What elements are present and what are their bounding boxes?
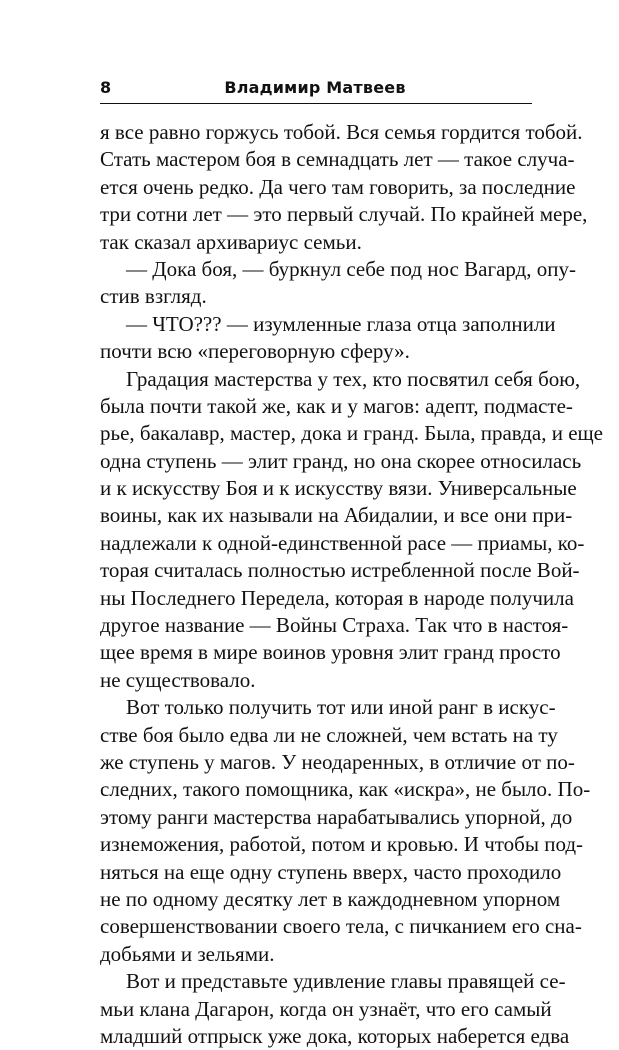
body-text — [100, 119, 604, 1050]
text-line: совершенствовании своего тела, с пичканием его сна- — [100, 914, 582, 939]
text-line: надлежали к одной-единственной расе — приамы, ко- — [100, 530, 585, 555]
text-line: следних, такого помощника, как «искра», не было. По- — [100, 777, 591, 802]
text-line: одна ступень — элит гранд, но она скорее относилась — [100, 448, 582, 473]
page-number: 8 — [100, 78, 112, 97]
page-header — [100, 76, 530, 102]
text-line: изнеможения, работой, потом и кровью. И чтобы под- — [100, 832, 584, 857]
text-line: Вот и представьте удивление главы правящей се- — [126, 969, 566, 994]
text-line: стве боя было едва ли не сложней, чем встать на ту — [100, 722, 558, 747]
text-line: Вот только получить тот или иной ранг в искус- — [126, 695, 556, 720]
text-line: няться на еще одну ступень вверх, часто проходило — [100, 859, 562, 884]
text-line: мьи клана Дагарон, когда он узнаёт, что его самый — [100, 996, 552, 1021]
text-line: была почти такой же, как и у магов: адепт, подмасте- — [100, 393, 573, 418]
text-line: Стать мастером боя в семнадцать лет — такое случа- — [100, 147, 575, 172]
text-line: ны Последнего Передела, которая в народе получила — [100, 585, 574, 610]
running-title: Владимир Матвеев — [224, 78, 406, 97]
text-line: рье, бакалавр, мастер, дока и гранд. Была, правда, и еще — [100, 421, 604, 446]
text-line: другое название — Войны Страха. Так что в настоя- — [100, 613, 569, 638]
text-line: так сказал архивариус семьи. — [100, 229, 362, 254]
text-line: — ЧТО??? — изумленные глаза отца заполнили — [126, 311, 556, 336]
text-line: не по одному десятку лет в каждодневном упорном — [100, 886, 561, 911]
text-line: этому ранги мастерства нарабатывались упорной, до — [100, 804, 573, 829]
text-line: воины, как их называли на Абидалии, и все они при- — [100, 503, 573, 528]
text-line: не существовало. — [100, 667, 256, 692]
text-line: стив взгляд. — [100, 284, 207, 309]
text-line: Градация мастерства у тех, кто посвятил себя бою, — [126, 366, 581, 391]
text-line: щее время в мире воинов уровня элит гранд просто — [100, 640, 561, 665]
text-line: ется очень редко. Да чего там говорить, за последние — [100, 174, 576, 199]
text-line: почти всю «переговорную сферу». — [100, 339, 410, 364]
text-line: добьями и зельями. — [100, 941, 275, 966]
text-line: младший отпрыск уже дока, которых наберется едва — [100, 1023, 570, 1048]
text-line: торая считалась полностью истребленной после Вой- — [100, 558, 580, 583]
text-line: я все равно горжусь тобой. Вся семья гордится тобой. — [100, 120, 583, 144]
header-rule — [100, 103, 532, 104]
text-line: — Дока боя, — буркнул себе под нос Вагард, опу- — [126, 256, 577, 281]
text-line: и к искусству Боя и к искусству вязи. Универсальные — [100, 476, 577, 501]
text-line: три сотни лет — это первый случай. По крайней мере, — [100, 202, 588, 227]
text-line: же ступень у магов. У неодаренных, в отличие от по- — [100, 749, 575, 774]
